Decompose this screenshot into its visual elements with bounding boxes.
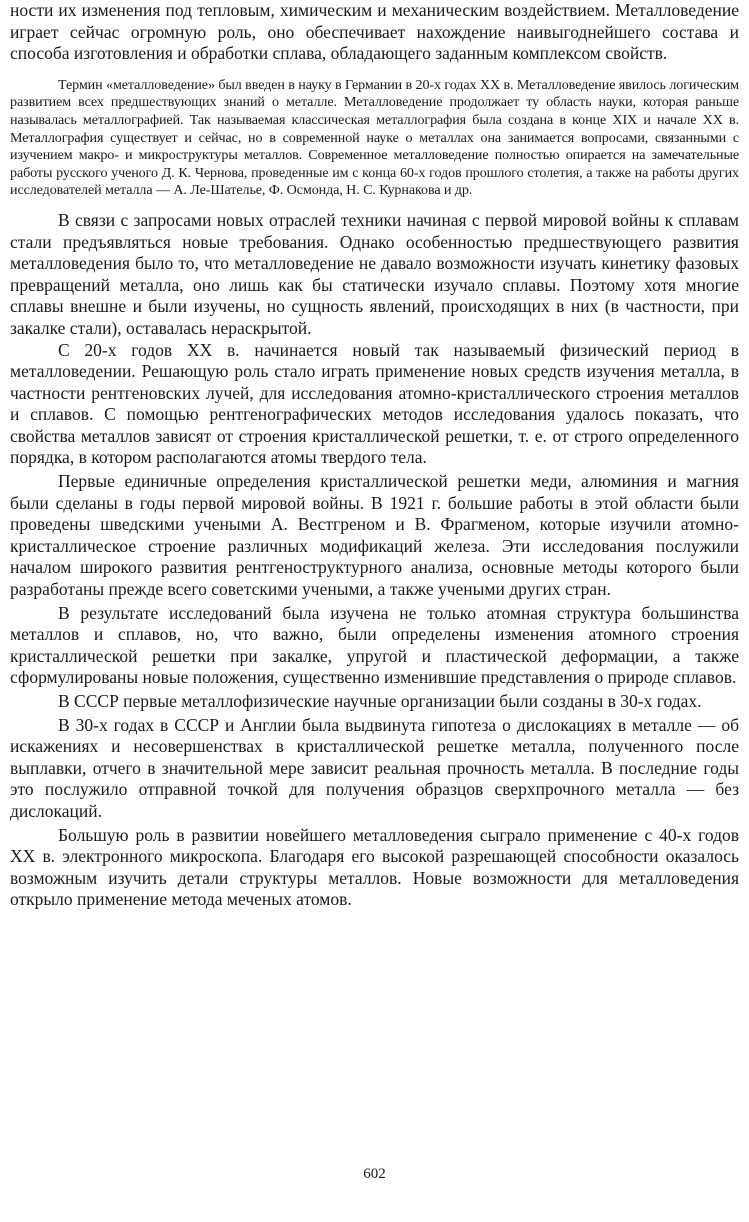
page-number: 602 [363,1166,386,1182]
paragraph: В 30-х годах в СССР и Англии была выдвинута гипотеза о дислокациях в металле — об искажениях и несовершенствах в кристаллической решетке металла, полученного после выплавки, отчего в значительной мере зависит реальная прочность металла. В последние годы это послужило отправной точкой для получения образцов сверхпрочного металла — без дислокаций. [10,714,739,821]
paragraph-continuation: ности их изменения под тепловым, химическим и механическим воздействием. Металловедение играет сейчас огромную роль, оно обеспечивает нахождение наивыгоднейшего состава и способа изготовления и обработки сплава, обладающего заданным комплексом свойств. [10,0,739,64]
paragraph: В результате исследований была изучена не только атомная структура большинства металлов и сплавов, но, что важно, были определены изменения атомного строения кристаллической решетки при закалке, упругой и пластической деформации, а также сформулированы новые положения, существенно изменившие представления о природе сплавов. [10,602,739,688]
small-print-note: Термин «металловедение» был введен в науку в Германии в 20-х годах XX в. Металловедение явилось логическим развитием всех предшествующих знаний о металле. Металловедение продолжает ту область науки, которая раньше называлась металлографией. Так называемая классическая металлография была создана в конце XIX и начале XX в. Металлография существует и сейчас, но в современной науке о металлах она занимается вопросами, связанными с изучением макро- и микроструктуры металлов. Современное металловедение полностью опирается на замечательные работы русского ученого Д. К. Чернова, проведенные им с конца 60-х годов прошлого столетия, а также на работы других исследователей металла — А. Ле-Шателье, Ф. Осмонда, Н. С. Курнакова и др. [10,76,739,199]
paragraph: Первые единичные определения кристаллической решетки меди, алюминия и магния были сделаны в годы первой мировой войны. В 1921 г. большие работы в этой области были проведены шведскими учеными А. Вестгреном и В. Фрагменом, которые изучили атомно-кристаллическое строение различных модификаций железа. Эти исследования послужили началом широкого развития рентгеноструктурного анализа, основные методы которого были разработаны прежде всего советскими учеными, а также учеными других стран. [10,471,739,600]
paragraph: В СССР первые металлофизические научные организации были созданы в 30-х годах. [58,691,702,711]
paragraph: В связи с запросами новых отраслей техники начиная с первой мировой войны к сплавам стали предъявляться новые требования. Однако особенностью предшествующего развития металловедения было то, что металловедение не давало возможности изучать кинетику фазовых превращений металла, оно лишь как бы статически изучало сплавы. Поэтому хотя многие сплавы внешне и были изучены, но сущность явлений, происходящих в них (в частности, при закалке стали), оставалась нераскрытой. [10,209,739,338]
paragraph: С 20-х годов XX в. начинается новый так называемый физический период в металловедении. Решающую роль стало играть применение новых средств изучения металла, в частности рентгеновских лучей, для исследования атомно-кристаллического строения металлов и сплавов. С помощью рентгенографических методов исследования удалось показать, что свойства металлов зависят от строения кристаллической решетки, т. е. от строго определенного порядка, в котором располагаются атомы твердого тела. [10,339,739,468]
paragraph: Большую роль в развитии новейшего металловедения сыграло применение с 40-х годов XX в. электронного микроскопа. Благодаря его высокой разрешающей способности оказалось возможным изучить детали структуры металлов. Новые возможности для металловедения открыло применение метода меченых атомов. [10,824,739,910]
